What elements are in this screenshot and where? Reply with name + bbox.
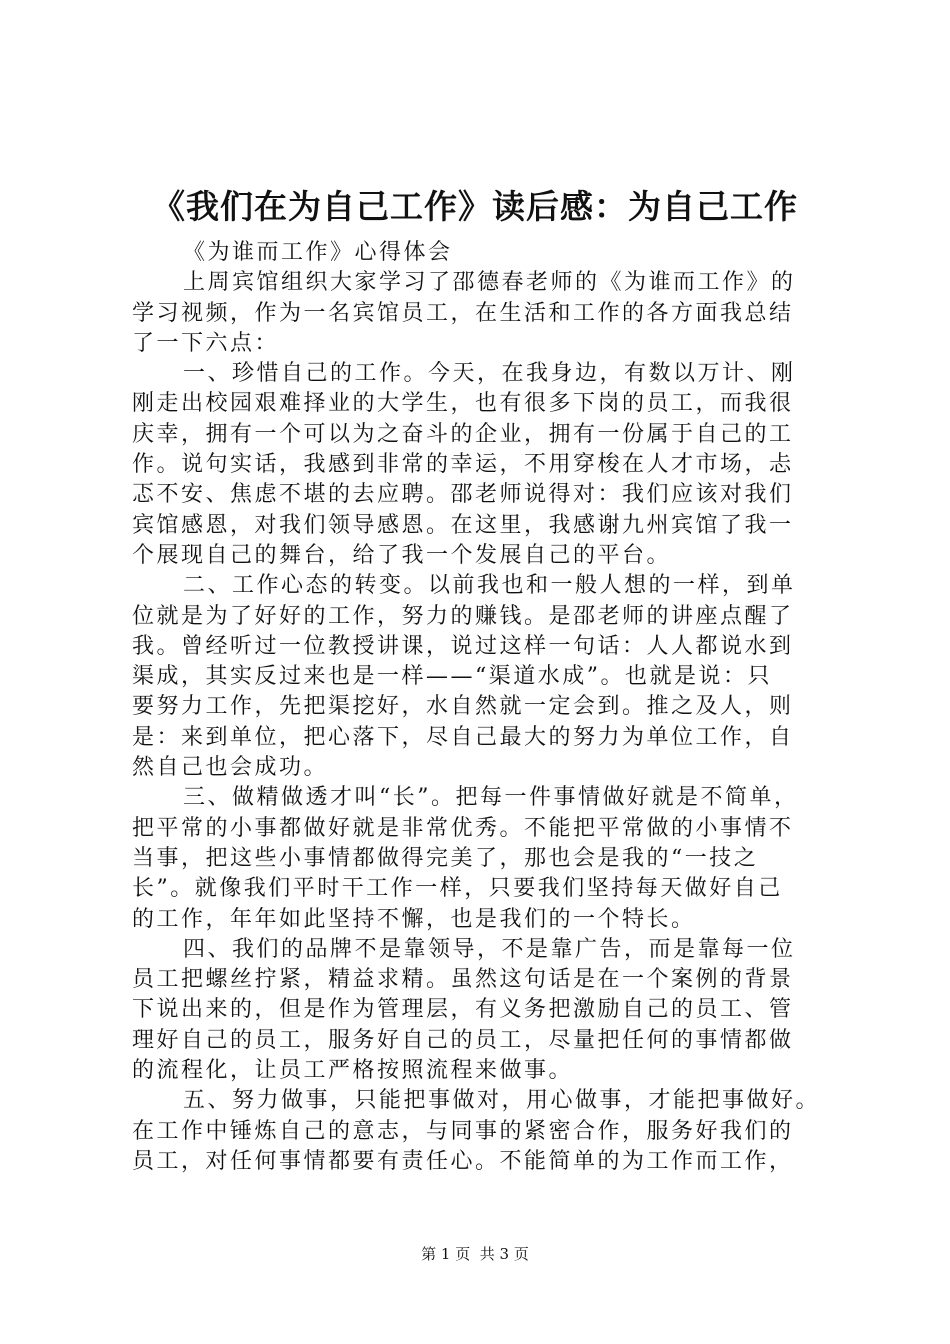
text-line: 刚走出校园艰难择业的大学生，也有很多下岗的员工，而我很 [132,391,794,417]
text-line: 在工作中锤炼自己的意志，与同事的紧密合作，服务好我们的 [132,1118,794,1144]
document-title: 《我们在为自己工作》读后感：为自己工作 [152,187,798,226]
text-line: 上周宾馆组织大家学习了邵德春老师的《为谁而工作》的 [183,270,796,296]
text-line: 学习视频，作为一名宾馆员工，在生活和工作的各方面我总结 [132,300,794,326]
text-line: 宾馆感恩，对我们领导感恩。在这里，我感谢九州宾馆了我一 [132,512,794,538]
text-line: 《为谁而工作》心得体会 [183,240,453,265]
text-line: 的工作，年年如此坚持不懈，也是我们的一个特长。 [132,906,696,932]
text-line: 员工，对任何事情都要有责任心。不能简单的为工作而工作， [132,1148,794,1174]
text-line: 三、做精做透才叫“长”。把每一件事情做好就是不简单， [183,785,799,811]
text-line: 五、努力做事，只能把事做对，用心做事，才能把事做好。 [183,1088,821,1114]
document-body [132,238,832,1177]
text-line: 位就是为了好好的工作，努力的赚钱。是邵老师的讲座点醒了 [132,603,794,629]
text-line: 是：来到单位，把心落下，尽自己最大的努力为单位工作，自 [132,724,794,750]
text-line: 忑不安、焦虑不堪的去应聘。邵老师说得对：我们应该对我们 [132,482,794,508]
page-footer [0,1242,950,1266]
text-line: 作。说句实话，我感到非常的幸运，不用穿梭在人才市场，忐 [132,452,794,478]
text-line: 一、珍惜自己的工作。今天，在我身边，有数以万计、刚 [183,361,796,387]
text-line: 的流程化，让员工严格按照流程来做事。 [132,1058,574,1084]
text-line: 二、工作心态的转变。以前我也和一般人想的一样，到单 [183,573,796,599]
page-number-label: 第 1 页 共 3 页 [421,1245,529,1263]
text-line: 个展现自己的舞台，给了我一个发展自己的平台。 [132,542,672,568]
text-line: 当事，把这些小事情都做得完美了，那也会是我的“一技之 [132,845,759,871]
text-line: 然自己也会成功。 [132,755,329,781]
text-line: 我。曾经听过一位教授讲课，说过这样一句话：人人都说水到 [132,633,794,659]
text-line: 下说出来的，但是作为管理层，有义务把激励自己的员工、管 [132,997,794,1023]
text-line: 了一下六点： [132,330,280,356]
text-line: 渠成，其实反过来也是一样——“渠道水成”。也就是说：只 [132,664,772,690]
text-line: 把平常的小事都做好就是非常优秀。不能把平常做的小事情不 [132,815,794,841]
text-line: 要努力工作，先把渠挖好，水自然就一定会到。推之及人，则 [132,694,794,720]
text-line: 庆幸，拥有一个可以为之奋斗的企业，拥有一份属于自己的工 [132,421,794,447]
text-line: 理好自己的员工，服务好自己的员工，尽量把任何的事情都做 [132,1027,794,1053]
text-line: 长”。就像我们平时干工作一样，只要我们坚持每天做好自己 [132,876,783,902]
text-line: 员工把螺丝拧紧，精益求精。虽然这句话是在一个案例的背景 [132,967,794,993]
text-line: 四、我们的品牌不是靠领导，不是靠广告，而是靠每一位 [183,936,796,962]
